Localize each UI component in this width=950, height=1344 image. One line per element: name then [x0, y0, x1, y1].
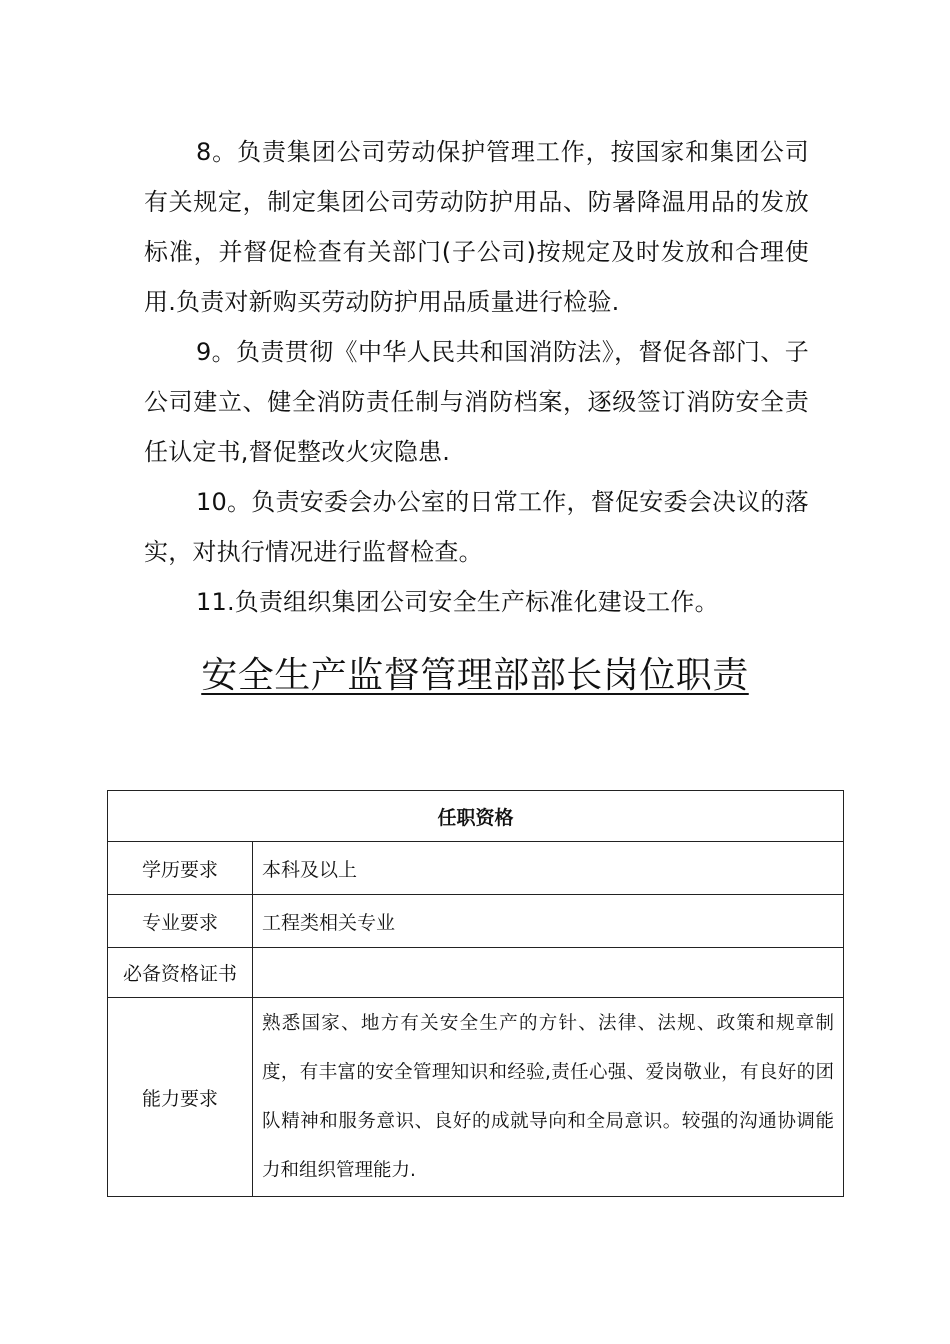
ability-value	[253, 998, 844, 1197]
education-value: 本科及以上	[253, 842, 844, 895]
table-row	[108, 998, 844, 1197]
certificate-value	[253, 948, 844, 998]
table-row	[108, 948, 844, 998]
table-row	[108, 842, 844, 895]
education-label: 学历要求	[108, 842, 253, 895]
table-header: 任职资格	[108, 791, 844, 842]
duty-item-10: 10。负责安委会办公室的日常工作，督促安委会决议的落实，对执行情况进行监督检查。	[144, 488, 809, 566]
section-title: 安全生产监督管理部部长岗位职责	[201, 655, 749, 696]
major-label: 专业要求	[108, 895, 253, 948]
table-row	[108, 895, 844, 948]
duty-item-11: 11.负责组织集团公司安全生产标准化建设工作。	[196, 588, 719, 616]
duty-item-9: 9。负责贯彻《中华人民共和国消防法》，督促各部门、子公司建立、健全消防责任制与消防档案，逐级签订消防安全责任认定书,督促整改火灾隐患.	[144, 338, 809, 466]
duties-list	[144, 127, 809, 627]
qualification-table	[107, 790, 844, 1197]
ability-label: 能力要求	[108, 998, 253, 1197]
major-value: 工程类相关专业	[253, 895, 844, 948]
duty-item-8: 8。负责集团公司劳动保护管理工作，按国家和集团公司有关规定，制定集团公司劳动防护用品、防暑降温用品的发放标准，并督促检查有关部门(子公司)按规定及时发放和合理使用.负责对新购买劳动防护用品质量进行检验.	[144, 138, 809, 316]
certificate-label: 必备资格证书	[108, 948, 253, 998]
table-header-row	[108, 791, 844, 842]
ability-text: 熟悉国家、地方有关安全生产的方针、法律、法规、政策和规章制度，有丰富的安全管理知识和经验,责任心强、爱岗敬业，有良好的团队精神和服务意识、良好的成就导向和全局意识。较强的沟通协调能力和组织管理能力.	[262, 1013, 834, 1181]
